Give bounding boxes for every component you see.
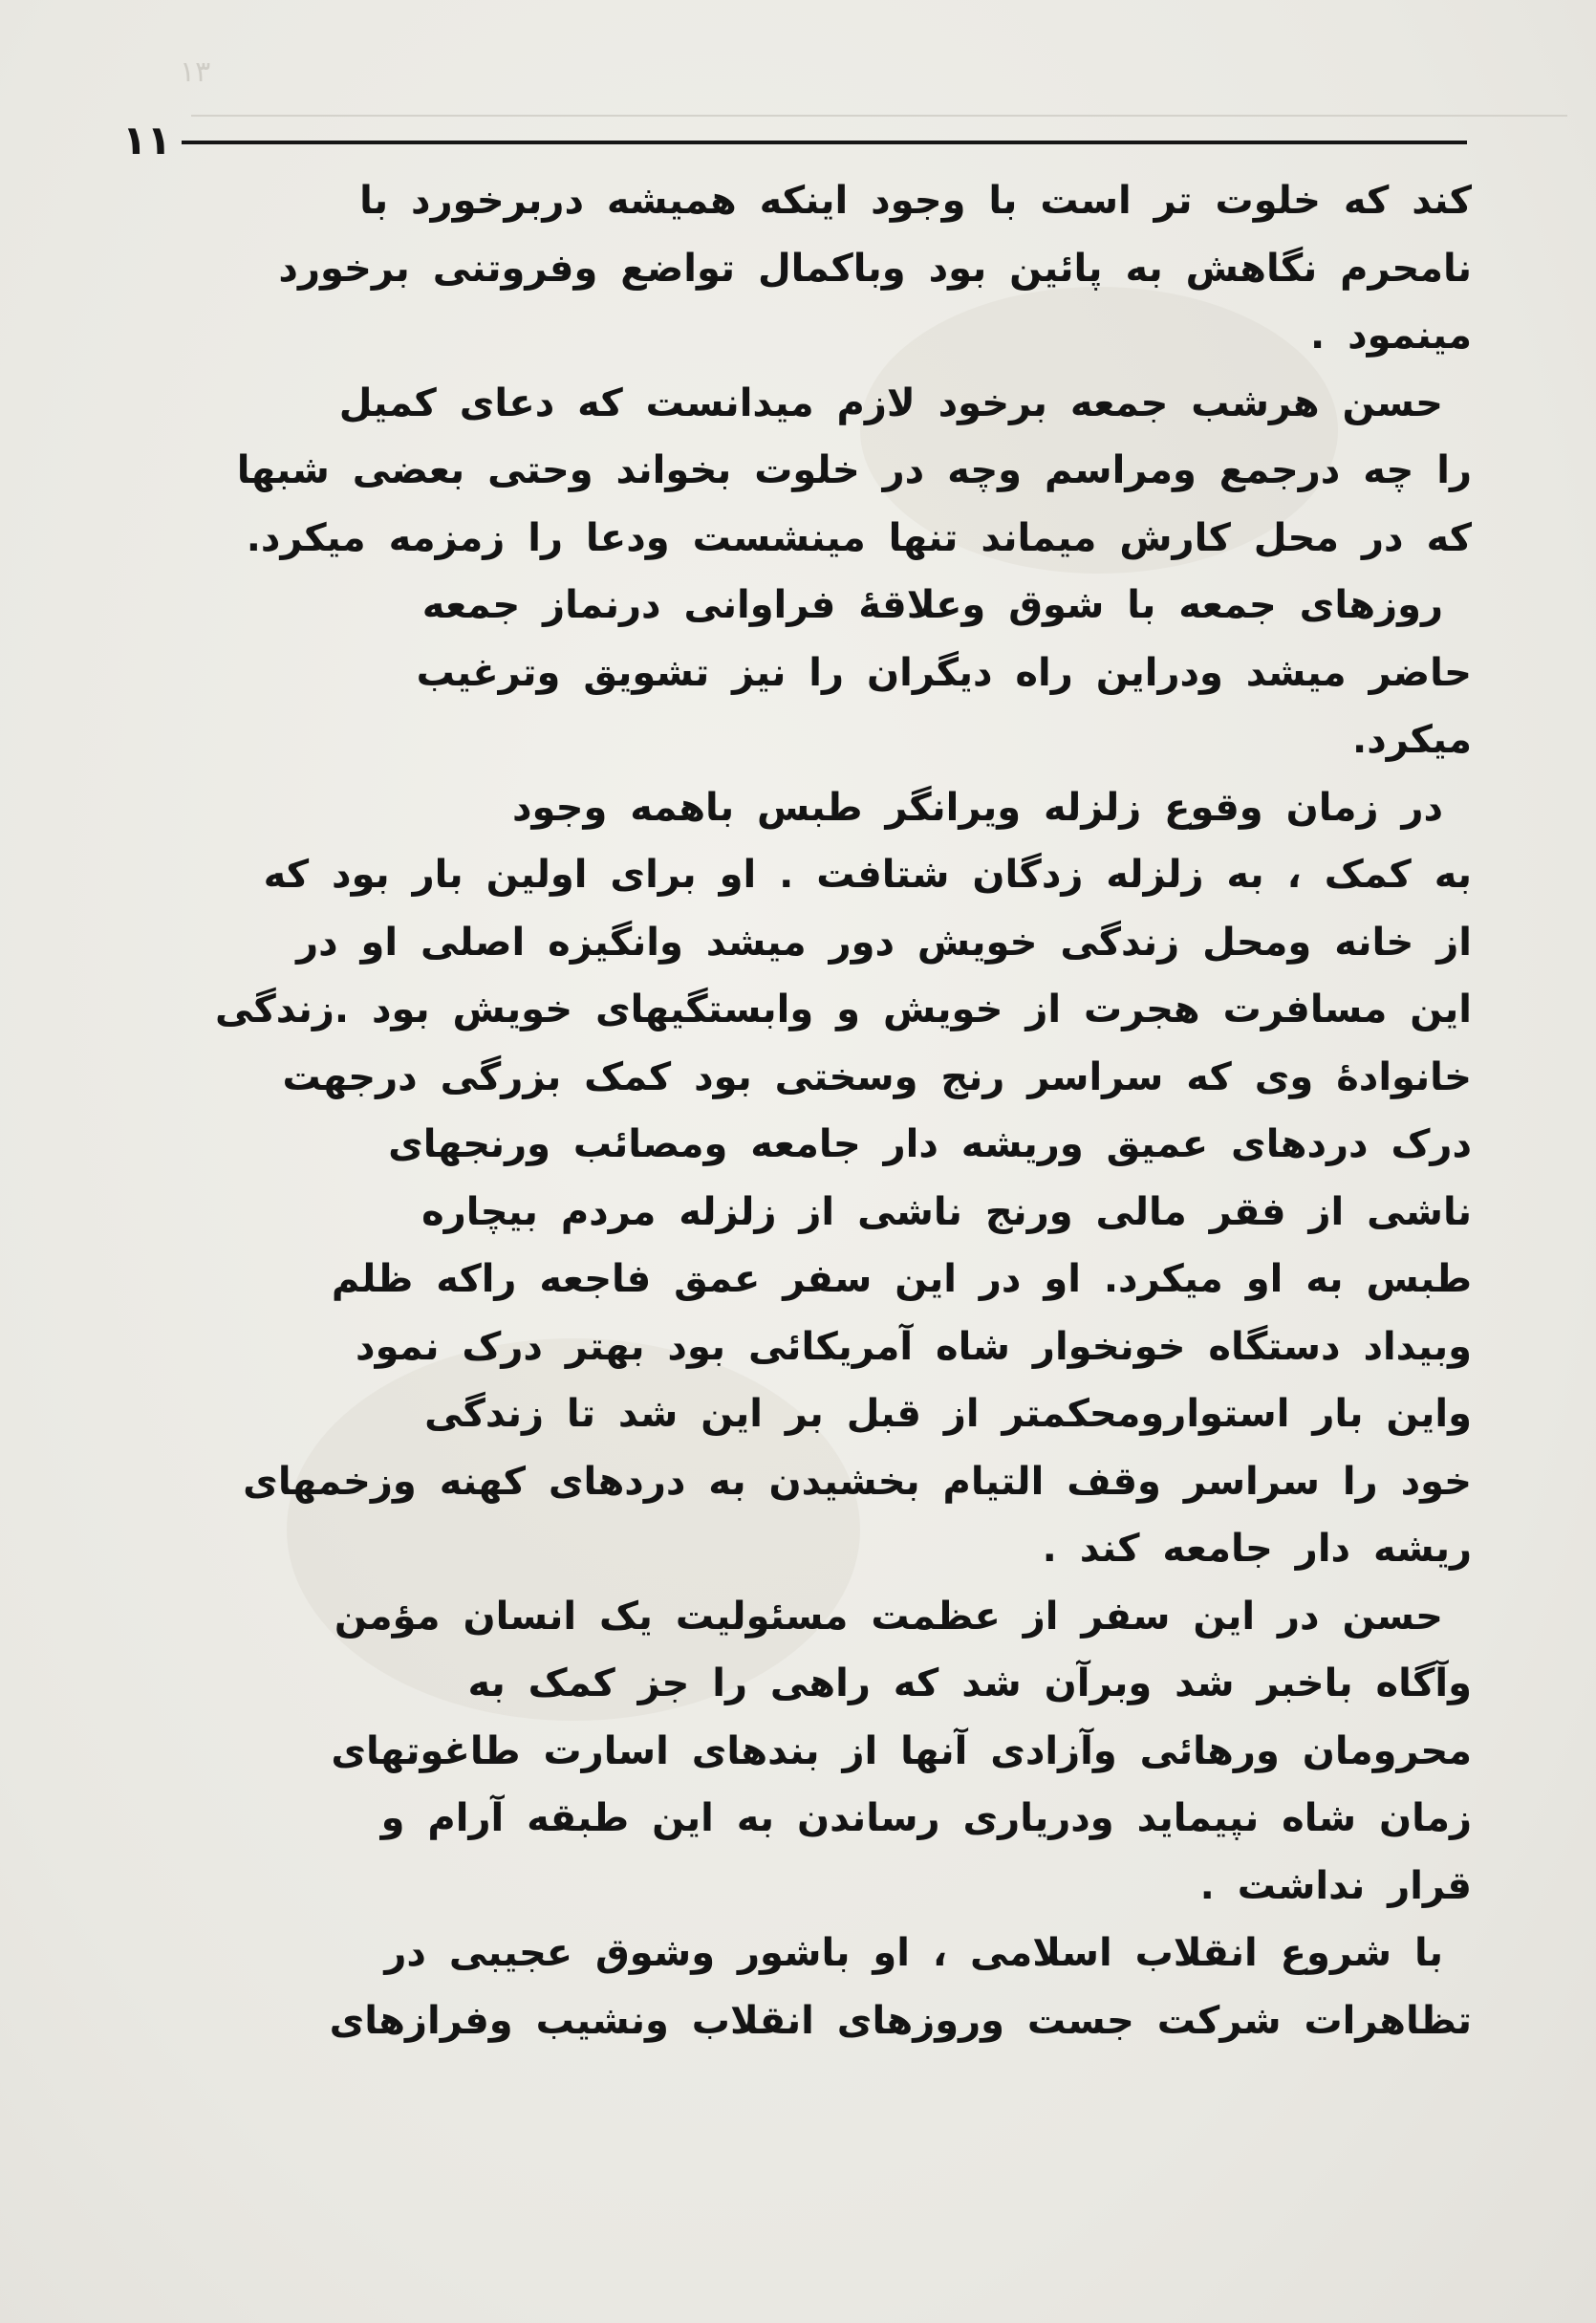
text-line: طبس به او میکرد. او در این سفر عمق فاجعه راکه ظلم xyxy=(331,1257,1472,1301)
text-line: که در محل کارش میماند تنها مینشست ودعا را زمزمه میکرد. xyxy=(246,515,1472,560)
page-number: ۱۱ xyxy=(122,117,172,163)
text-line: کند که خلوت تر است با وجود اینکه همیشه دربرخورد با xyxy=(359,179,1472,223)
text-line: به کمک ، به زلزله زدگان شتافت . او برای اولین بار بود که xyxy=(263,853,1472,897)
text-line: حاضر میشد ودراین راه دیگران را نیز تشویق وترغیب xyxy=(416,650,1472,695)
body-text xyxy=(119,167,1472,2054)
text-line: ناشی از فقر مالی ورنج ناشی از زلزله مردم بیچاره xyxy=(421,1189,1472,1234)
text-line: را چه درجمع ومراسم وچه در خلوت بخواند وحتی بعضی شبها xyxy=(236,448,1472,492)
text-line: از خانه ومحل زندگی خویش دور میشد وانگیزه اصلی او در xyxy=(296,920,1472,965)
paragraph-first-line: با شروع انقلاب اسلامی ، او باشور وشوق عجیبی در xyxy=(384,1931,1443,1975)
paragraph-first-line: روزهای جمعه با شوق وعلاقهٔ فراوانی درنماز جمعه xyxy=(421,583,1443,627)
text-line: وآگاه باخبر شد وبرآن شد که راهی را جز کمک به xyxy=(467,1661,1472,1705)
text-line: وبیداد دستگاه خونخوار شاه آمریکائی بود بهتر درک نمود xyxy=(356,1324,1472,1369)
bleed-through-page-number: ۱۳ xyxy=(180,55,211,89)
text-line: میکرد. xyxy=(1352,718,1472,762)
text-line: محرومان ورهائی وآزادی آنها از بندهای اسارت طاغوتهای xyxy=(331,1728,1472,1773)
text-line: ریشه دار جامعه کند . xyxy=(1042,1527,1472,1571)
text-line: خود را سراسر وقف التیام بخشیدن به دردهای کهنه وزخمهای xyxy=(243,1459,1472,1504)
text-line: این مسافرت هجرت از خویش و وابستگیهای خویش بود .زندگی xyxy=(215,988,1472,1031)
header-rule xyxy=(182,141,1467,144)
text-line: مینمود . xyxy=(1310,314,1472,358)
paragraph-first-line: در زمان وقوع زلزله ویرانگر طبس باهمه وجود xyxy=(512,785,1443,830)
text-line: خانوادهٔ وی که سراسر رنج وسختی بود کمک بزرگی درجهت xyxy=(282,1054,1472,1099)
text-line: تظاهرات شرکت جست وروزهای انقلاب ونشیب وفرازهای xyxy=(329,1998,1472,2043)
paragraph-first-line: حسن هرشب جمعه برخود لازم میدانست که دعای کمیل xyxy=(338,380,1443,425)
text-line: قرار نداشت . xyxy=(1199,1863,1472,1908)
text-line: واین بار استوارومحکمتر از قبل بر این شد تا زندگی xyxy=(424,1392,1472,1436)
bleed-through-rule xyxy=(191,115,1567,117)
paragraph-first-line: حسن در این سفر از عظمت مسئولیت یک انسان مؤمن xyxy=(334,1594,1443,1639)
text-line: زمان شاه نپیماید ودریاری رساندن به این طبقه آرام و xyxy=(380,1796,1472,1840)
text-line: درک دردهای عمیق وریشه دار جامعه ومصائب ورنجهای xyxy=(388,1122,1472,1166)
text-line: نامحرم نگاهش به پائین بود وباکمال تواضع وفروتنی برخورد xyxy=(278,246,1472,291)
